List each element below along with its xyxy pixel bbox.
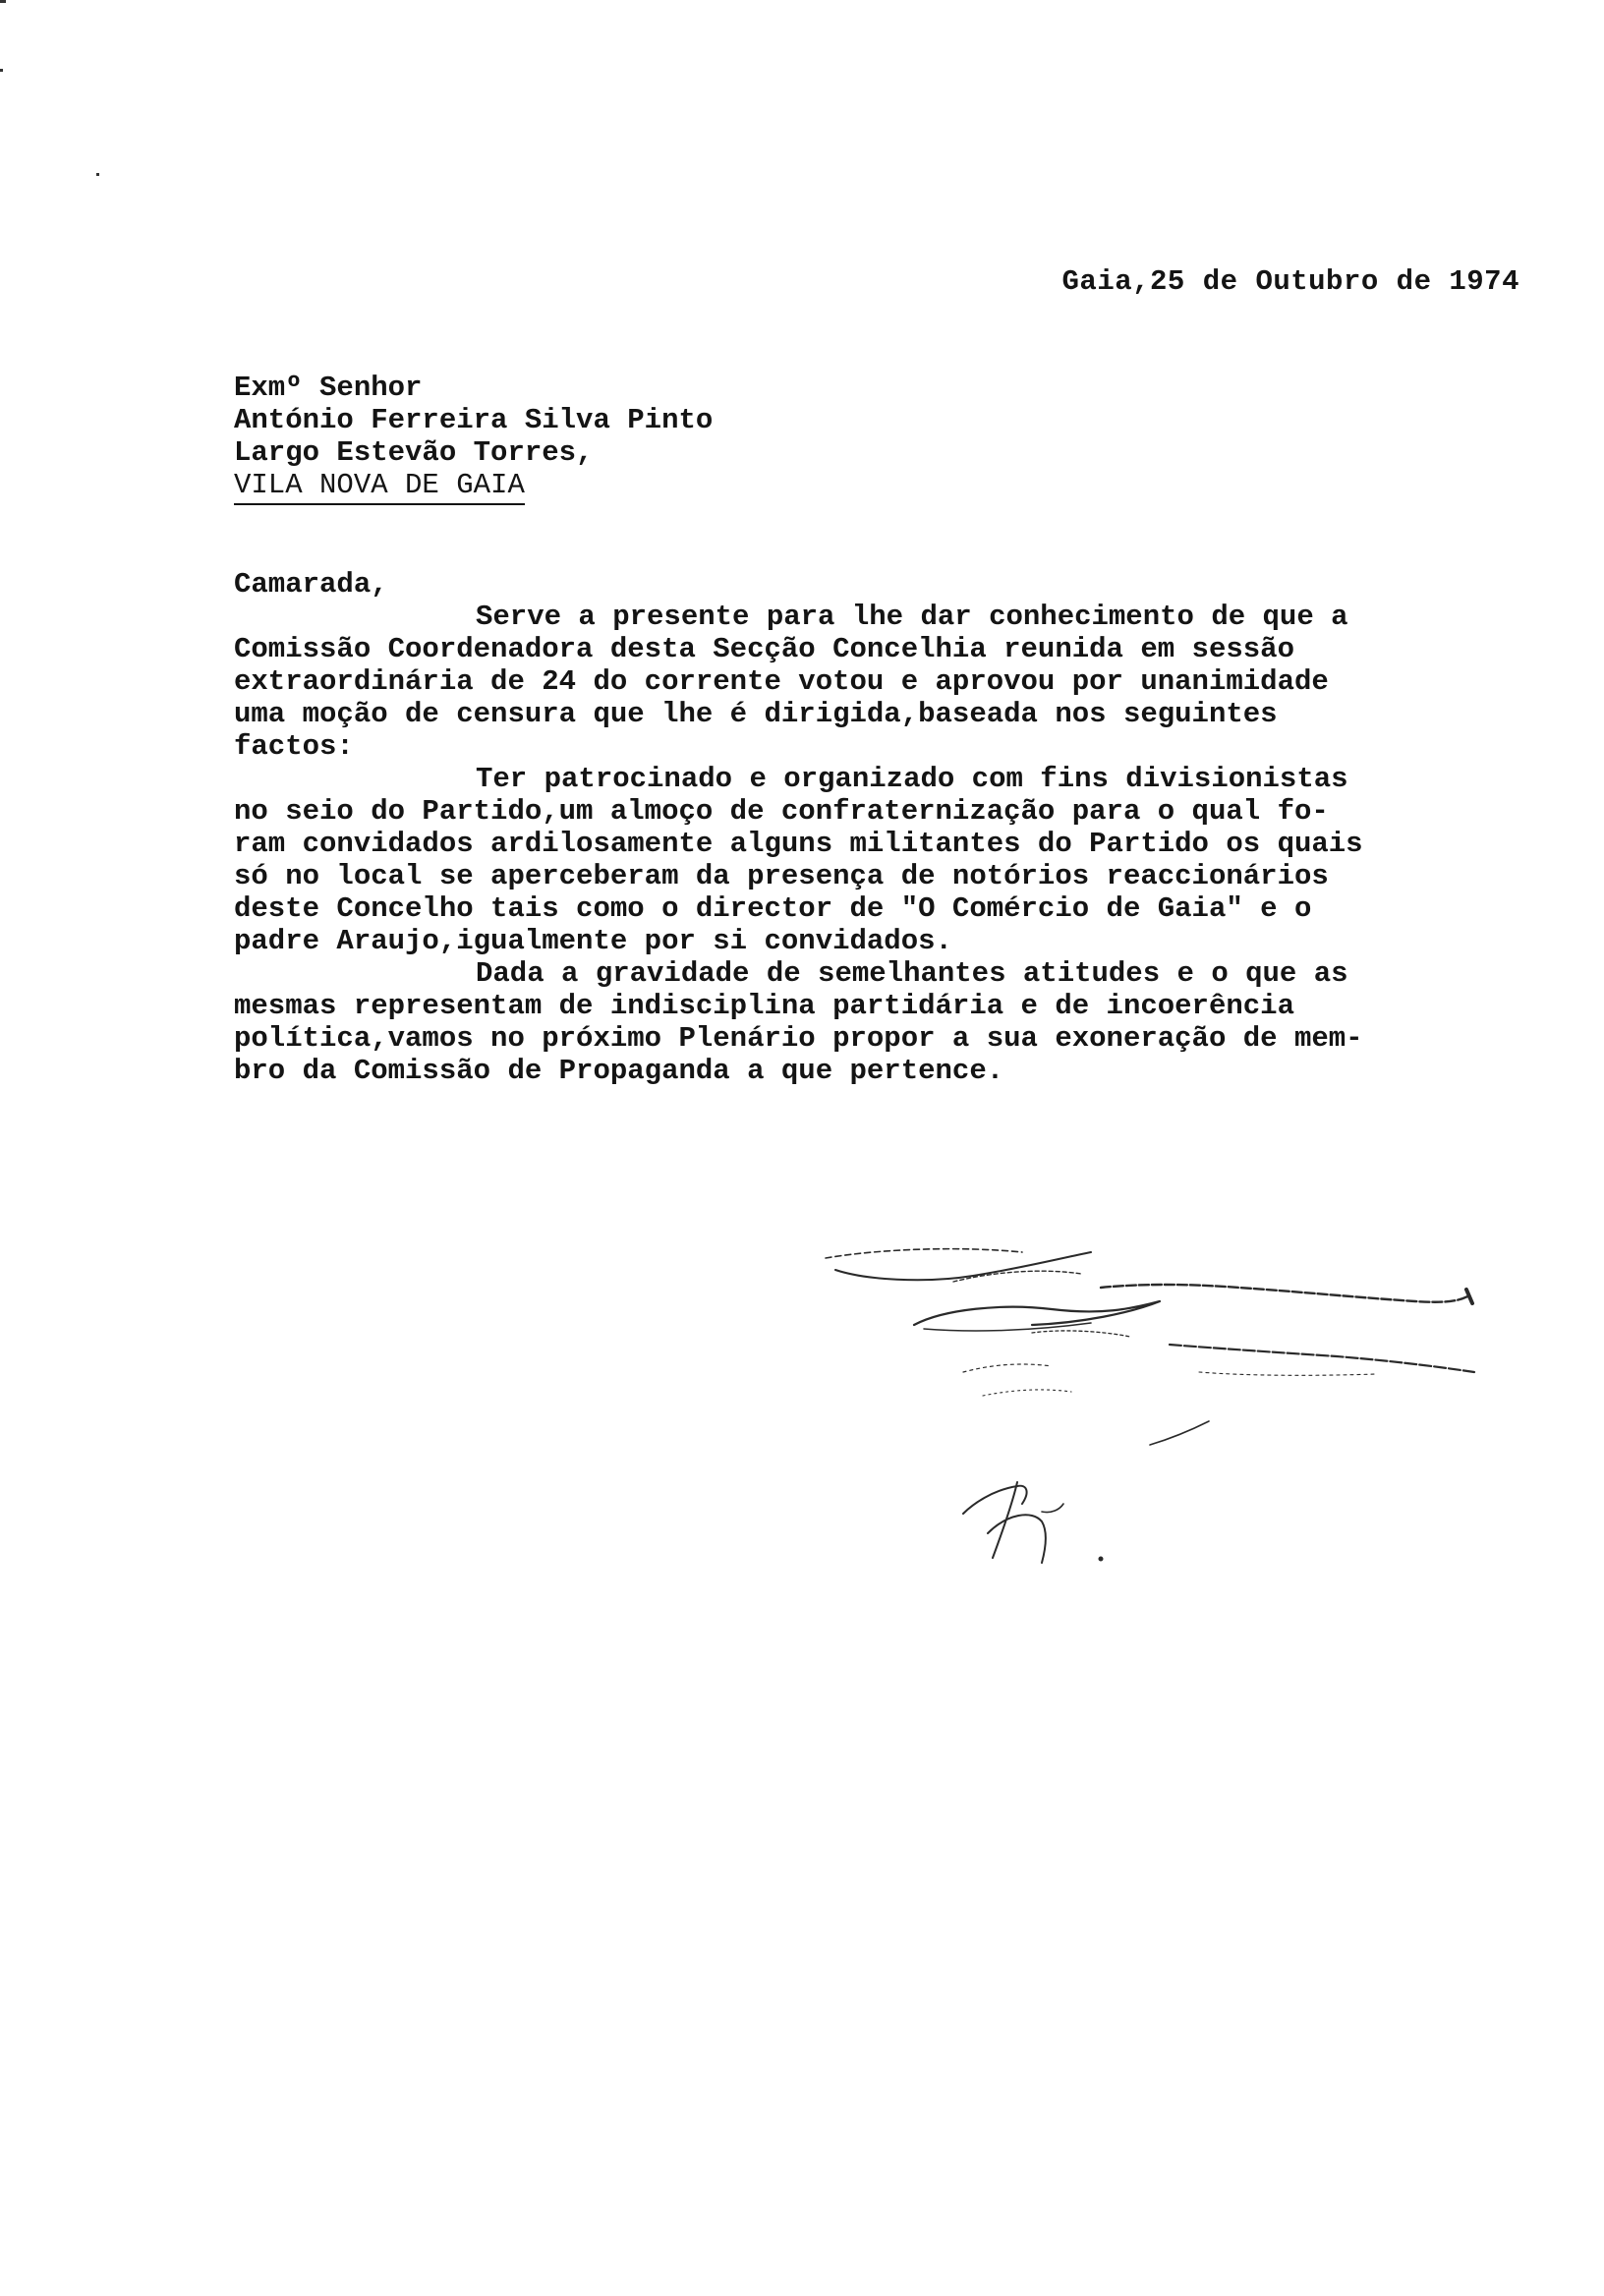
recipient-city: VILA NOVA DE GAIA — [234, 469, 525, 505]
letter-date: Gaia,25 de Outubro de 1974 — [1061, 265, 1519, 298]
recipient-title: Exmº Senhor — [234, 372, 423, 404]
paragraph-line: Serve a presente para lhe dar conhecimento de que a — [476, 601, 1348, 633]
paragraph-line: mesmas representam de indisciplina partidária e de incoerência — [234, 990, 1294, 1022]
scan-edge-mark — [0, 69, 3, 72]
scan-edge-mark — [96, 173, 99, 176]
paragraph-line: deste Concelho tais como o director de "O Comércio de Gaia" e o — [234, 892, 1312, 925]
paragraph-line: Ter patrocinado e organizado com fins divisionistas — [476, 763, 1348, 795]
paragraph-line: no seio do Partido,um almoço de confraternização para o qual fo- — [234, 795, 1329, 828]
greeting: Camarada, — [234, 568, 388, 601]
paragraph-line: Comissão Coordenadora desta Secção Concelhia reunida em sessão — [234, 633, 1294, 665]
recipient-address-block — [234, 372, 713, 505]
paragraph-line: uma moção de censura que lhe é dirigida,baseada nos seguintes — [234, 698, 1278, 730]
scan-edge-mark — [0, 0, 6, 3]
paragraph-line: ram convidados ardilosamente alguns militantes do Partido os quais — [234, 828, 1363, 860]
recipient-name: António Ferreira Silva Pinto — [234, 404, 714, 436]
paragraph-line: bro da Comissão de Propaganda a que pertence. — [234, 1055, 1004, 1087]
letter-body — [234, 568, 1521, 1087]
paragraph-line: só no local se aperceberam da presença de notórios reaccionários — [234, 860, 1329, 892]
recipient-street: Largo Estevão Torres, — [234, 436, 594, 469]
paragraph-line: factos: — [234, 730, 354, 763]
paragraph-line: Dada a gravidade de semelhantes atitudes e o que as — [476, 957, 1348, 990]
paragraph-line: política,vamos no próximo Plenário propor a sua exoneração de mem- — [234, 1022, 1363, 1055]
paragraph-line: extraordinária de 24 do corrente votou e aprovou por unanimidade — [234, 665, 1329, 698]
paragraph-line: padre Araujo,igualmente por si convidados. — [234, 925, 952, 957]
handwritten-signature — [806, 1219, 1592, 1592]
